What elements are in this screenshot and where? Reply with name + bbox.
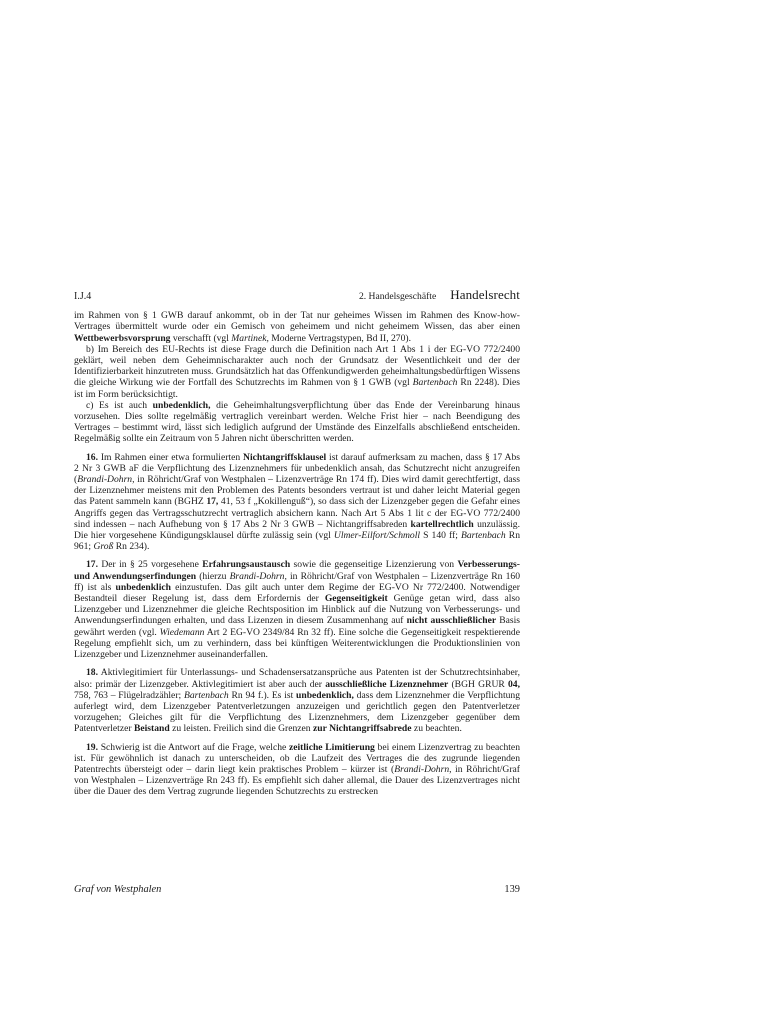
text-run: einzustufen. Das gilt auch unter dem Regime der EG-VO Nr 772/2400. Notwendiger Bestandteil dieser Regelung ist, dass dem Erfordernis der bbox=[74, 581, 520, 605]
text-run: Rn 2248). Dies ist im Form berücksichtigt. bbox=[74, 377, 520, 400]
paragraph-p5 bbox=[74, 559, 520, 660]
text-run: Moderne Vertragstypen, Bd II, 270). bbox=[268, 332, 411, 344]
citation-author: Martinek, bbox=[231, 332, 269, 344]
text-run: Genüge getan wird, dass also Lizenzgeber und Lizenznehmer die gleiche Rechtsposition im Hinblick auf die Nutzung von Verbesserungs- und Anwendungserfindungen erhalten, und dass Lizenzen in diesem Zusammenhang auf bbox=[74, 593, 520, 627]
text-run: in Röhricht/Graf von Westphalen – Lizenzverträge Rn 174 ff). Dies wird damit gerechtfertigt, dass der Lizenznehmer meistens mit den Problemen des Patents besonders vertraut ist und daher leicht Material gegen das Patent sammeln kann (BGHZ bbox=[74, 474, 520, 508]
running-header bbox=[74, 289, 520, 302]
bold-term: unbedenklich, bbox=[296, 689, 354, 701]
text-run: Rn 94 f.). Es ist bbox=[228, 689, 297, 701]
citation-author: Groß bbox=[93, 541, 114, 553]
text-run: Schwierig ist die Antwort auf die Frage, welche bbox=[98, 741, 289, 753]
section-number: I.J.4 bbox=[74, 291, 92, 302]
text-run: Aktivlegitimiert für Unterlassungs- und Schadensersatzansprüche aus Patenten ist der Schutzrechtsinhaber, also: primär der Lizenzgeber. Aktivlegitimiert ist aber auch der bbox=[74, 667, 520, 690]
bold-term: unbedenklich bbox=[115, 581, 171, 593]
bold-term: 17. bbox=[86, 559, 98, 571]
bold-term: unbedenklich, bbox=[152, 399, 211, 411]
paragraph-p7 bbox=[74, 742, 520, 798]
text-run: (hierzu bbox=[196, 570, 230, 582]
citation-author: Brandi-Dohrn, bbox=[394, 763, 452, 775]
text-run: 758, 763 – Flügelradzähler; bbox=[74, 689, 184, 701]
page-number: 139 bbox=[504, 884, 520, 895]
text-run: S 140 ff; bbox=[420, 530, 461, 542]
page-title: Handelsrecht bbox=[450, 287, 520, 302]
bold-term: 04, bbox=[507, 678, 520, 690]
citation-author: Bartenbach bbox=[183, 689, 229, 701]
text-run: Der in § 25 vorgesehene bbox=[98, 559, 203, 571]
bold-term: 16. bbox=[86, 451, 98, 463]
bold-term: Erfahrungsaustausch bbox=[202, 559, 291, 571]
bold-term: kartellrechtlich bbox=[410, 518, 474, 530]
citation-author: Brandi-Dohrn, bbox=[77, 474, 135, 486]
chapter-subtitle: 2. Handelsgeschäfte bbox=[358, 291, 437, 302]
bold-term: Nichtangriffsklausel bbox=[243, 451, 327, 463]
text-run: verschafft (vgl bbox=[170, 332, 232, 344]
text-run: c) Es ist auch bbox=[86, 399, 153, 411]
bold-term: nicht ausschließlicher bbox=[406, 615, 497, 627]
text-run: Rn 234). bbox=[113, 541, 150, 553]
text-run: (BGH GRUR bbox=[448, 678, 508, 690]
text-run: b) Im Bereich des EU-Rechts ist diese Frage durch die Definition nach Art 1 Abs 1 i der EG-VO 772/2400 geklärt, weil neben dem Geheimnischarakter auch noch der Grundsatz der Wesentlichkeit und der der Identifizierbarkeit hinzutreten muss. Grundsätzlich hat das Offenkundigwerden geheimhaltungsbedürftigen Wissens die gleiche Wirkung wie der Fortfall des Schutzrechts im Rahmen von § 1 GWB (vgl bbox=[74, 343, 520, 389]
paragraph-p1 bbox=[74, 310, 520, 344]
bold-term: Beistand bbox=[133, 723, 170, 735]
citation-author: Bartenbach bbox=[412, 377, 458, 389]
text-run: in Röhricht/Graf von Westphalen – Lizenzverträge Rn 160 ff) ist als bbox=[74, 570, 521, 593]
text-run: 41, 53 f „Kokillenguß“), so dass sich der Lizenzgeber gegen die Gefahr eines Angriffs gegen das Vertragsschutzrecht vertraglich absichern kann. Nach Art 5 Abs 1 lit c der EG-VO 772/2400 sind indessen – nach Aufhebung von § 17 Abs 2 Nr 3 GWB – Nichtangriffsabreden bbox=[74, 496, 520, 530]
text-run: sowie die gegenseitige Lizenzierung von bbox=[290, 559, 458, 571]
text-run: die Geheimhaltungsverpflichtung über das Ende der Vereinbarung hinaus vorzusehen. Dies sollte regelmäßig vertraglich vereinbart werden. Welche Frist hier – nach Beendigung des Vertrages – bestimmt wird, lässt sich lediglich aufgrund der Umstände des Einzelfalls abschließend entscheiden. Regelmäßig sollte ein Zeitraum von 5 Jahren nicht überschritten werden. bbox=[74, 399, 520, 445]
paragraph-p6 bbox=[74, 667, 520, 734]
bold-term: 18. bbox=[86, 667, 98, 679]
text-run: im Rahmen von § 1 GWB darauf ankommt, ob in der Tat nur geheimes Wissen im Rahmen des Know-how-Vertrages übermittelt wurde oder ein Gemisch von geheimem und nicht geheimem Wissen, das aber einen bbox=[74, 310, 520, 333]
text-run: Rn 961; bbox=[74, 530, 520, 553]
text-run: Art 2 EG-VO 2349/84 Rn 32 ff). Eine solche die Gegenseitigkeit respektierende Regelung empfiehlt sich, um zu verhindern, dass bei künftigen Weiterentwicklungen die Produktionslinien von Lizenzgeber und Lizenznehmer auseinanderfallen. bbox=[74, 626, 520, 661]
paragraph-p4 bbox=[74, 452, 520, 553]
text-run: zu leisten. Freilich sind die Grenzen bbox=[169, 723, 314, 735]
text-run: Im Rahmen einer etwa formulierten bbox=[98, 451, 244, 463]
header-right bbox=[359, 289, 520, 302]
page-footer bbox=[74, 884, 520, 895]
bold-term: ausschließliche Lizenznehmer bbox=[325, 678, 449, 690]
footer-author: Graf von Westphalen bbox=[74, 884, 162, 895]
citation-author: Ulmer-Eilfort/Schmoll bbox=[333, 530, 421, 542]
main-text bbox=[74, 310, 520, 797]
citation-author: Brandi-Dohrn, bbox=[229, 570, 287, 582]
page-body bbox=[74, 289, 520, 798]
bold-term: Gegenseitigkeit bbox=[324, 593, 388, 605]
text-run: dass dem Lizenznehmer die Verpflichtung auferlegt wird, dem Lizenzgeber Patentverletzungen anzuzeigen und gerichtlich gegen den Patentverletzer vorzugehen; Gleiches gilt für die Verpflichtung des Lizenznehmers, dem Lizenzgeber gegenüber dem Patentverletzer bbox=[74, 689, 521, 735]
bold-term: Verbesserungs- und Anwendungserfindungen bbox=[74, 559, 520, 582]
text-run: zu beachten. bbox=[411, 723, 462, 735]
paragraph-p3 bbox=[74, 400, 520, 445]
text-run: unzulässig. Die hier vorgesehene Kündigungsklausel dürfte zulässig sein (vgl bbox=[74, 518, 520, 542]
text-run: ist darauf aufmerksam zu machen, dass § 17 Abs 2 Nr 3 GWB aF die Verpflichtung des Lizenznehmers für unbedenklich ansah, das Schutzrecht nicht anzugreifen ( bbox=[74, 451, 520, 486]
text-run: Basis gewährt werden (vgl. bbox=[74, 615, 521, 638]
bold-term: Wettbewerbsvorsprung bbox=[74, 332, 171, 344]
citation-author: Bartenbach bbox=[460, 530, 506, 542]
bold-term: zur Nichtangriffsabrede bbox=[313, 723, 412, 735]
text-run: bei einem Lizenzvertrag zu beachten ist. Für gewöhnlich ist danach zu unterscheiden, ob die Laufzeit des Vertrages die des zugrunde liegenden Patentrechts übersteigt oder – darin liegt kein praktisches Problem – kürzer ist ( bbox=[74, 741, 520, 775]
paragraph-p2 bbox=[74, 344, 520, 400]
citation-author: Wiedemann bbox=[159, 626, 205, 638]
bold-term: 19. bbox=[86, 741, 98, 753]
bold-term: 17, bbox=[206, 496, 219, 508]
text-run: in Röhricht/Graf von Westphalen – Lizenzverträge Rn 243 ff). Es empfiehlt sich daher allemal, die Dauer des Lizenzvertrages nicht über die Dauer des dem Vertrag zugrunde liegenden Schutzrechts zu erstrecken bbox=[74, 763, 520, 798]
bold-term: zeitliche Limitierung bbox=[288, 741, 375, 753]
